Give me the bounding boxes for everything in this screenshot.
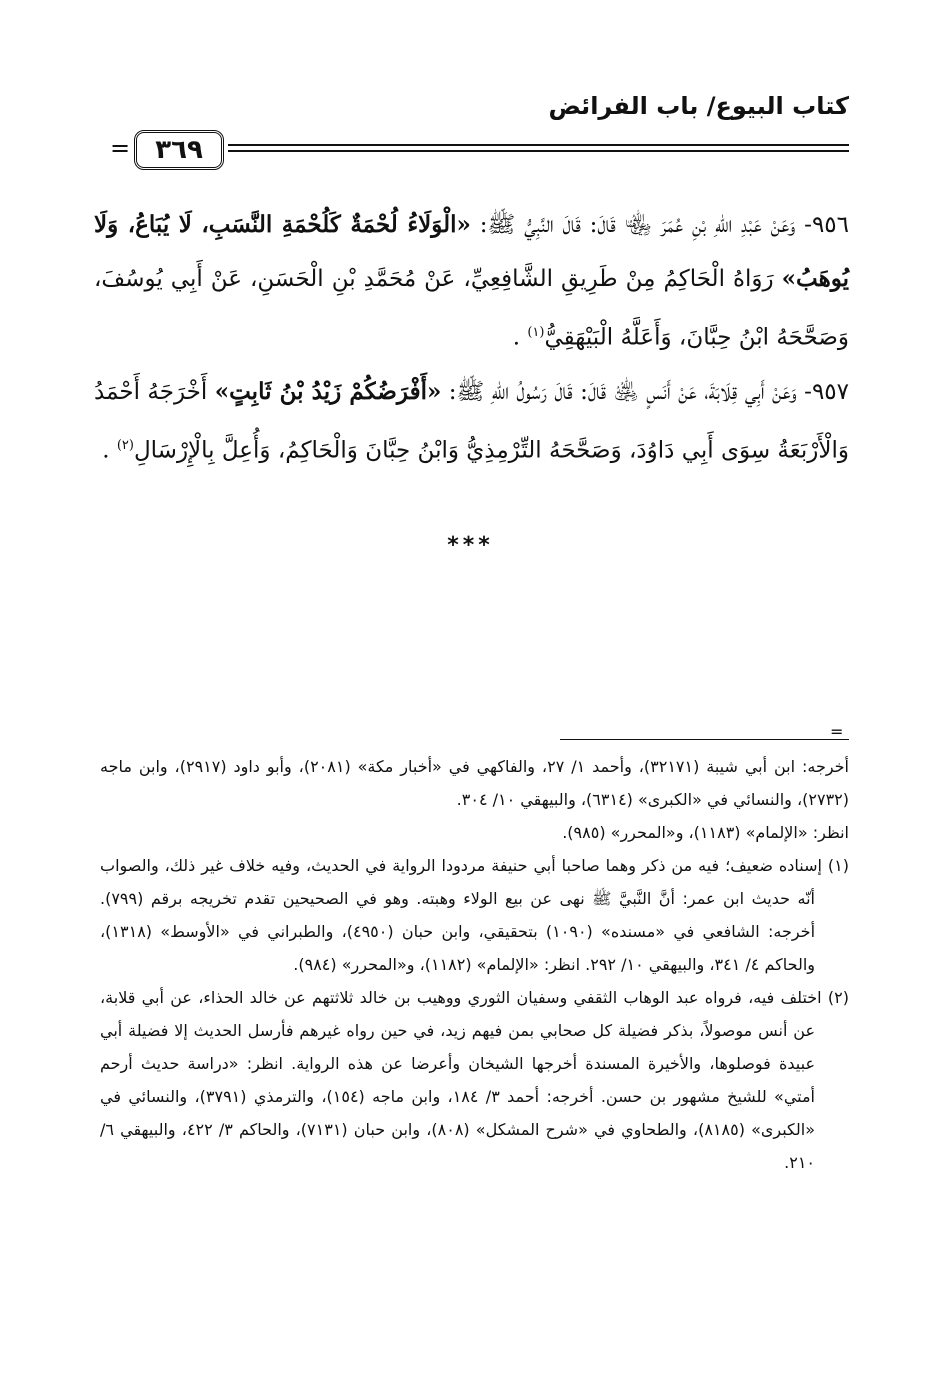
footnote-text: اختلف فيه، فرواه عبد الوهاب الثقفي وسفيان الثوري ووهيب بن خالد ثلاثتهم عن خالد الحذاء، عن أبي قلابة، عن أنس موصولاً، بذكر فضيلة كل صحابي بمن فيهم زيد، في حين رواه غيرهم فأرسل الحديث إلا فضيلة أبي عبيدة فوصلوها، والأخيرة المسندة أخرجها الشيخان وأعرضا عن هذه الرواية. انظر: «دراسة حديث أرحم أمتي» للشيخ مشهور بن حسن. أخرجه: أحمد ٣/ ١٨٤، وابن ماجه (١٥٤)، والترمذي (٣٧٩١)، والنسائي في «الكبرى» (٨١٨٥)، والطحاوي في «شرح المشكل» (٨٠٨)، وابن حبان (٧١٣١)، والحاكم ٣/ ٤٢٢، والبيهقي ٦/ ٢١٠. — [100, 988, 822, 1172]
section-separator: *** — [447, 533, 494, 558]
page-number: ٣٦٩ — [134, 130, 224, 170]
footnote-text: إسناده ضعيف؛ فيه من ذكر وهما صاحبا أبي حنيفة مردودا الرواية في الحديث، وفيه خلاف غير ذلك، والصواب أنّه حديث ابن عمر: أنَّ النَّبيَّ ﷺ نهى عن بيع الولاء وهبته. وهو في الصحيحين تقدم تخريجه برقم (٧٩٩). أخرجه: الشافعي في «مسنده» (١٠٩٠) بتحقيقي، وابن حبان (٤٩٥٠)، والطبراني في «الأوسط» (١٣١٨)، والحاكم ٤/ ٣٤١، والبيهقي ١٠/ ٢٩٢. انظر: «الإلمام» (١١٨٢)، و«المحرر» (٩٨٤). — [100, 856, 822, 974]
footnote-continuation-text: انظر: «الإلمام» (١١٨٣)، و«المحرر» (٩٨٥). — [562, 823, 849, 842]
rule-end-mark: = — [110, 134, 131, 162]
hadith-957 — [94, 365, 849, 478]
hadith-end: . — [102, 437, 117, 464]
hadith-intro: - وَعَنْ عَبْدِ اللهِ بْنِ عُمَرَ ﵄ قَالَ: قَالَ النَّبِيُّ ﷺ: — [470, 212, 812, 238]
footnote-continuation-mark: = — [830, 722, 844, 741]
rule-line-bottom — [228, 150, 849, 152]
footnotes — [100, 750, 849, 1179]
header-rule — [110, 130, 849, 168]
main-text — [94, 198, 849, 477]
footnote-rule — [560, 739, 849, 740]
hadith-quote: «أَفْرَضُكُمْ زَيْدُ بْنُ ثَابِتٍ» — [214, 377, 442, 405]
rule-line-top — [228, 144, 849, 146]
hadith-intro: - وَعَنْ أَبِي قِلَابَةَ، عَنْ أَنَسٍ ﵁ قَالَ: قَالَ رَسُولُ اللهِ ﷺ: — [441, 378, 812, 405]
hadith-takhrij: أَخْرَجَهُ أَحْمَدُ وَالْأَرْبَعَةُ سِوَى أَبِي دَاوُدَ، وَصَحَّحَهُ التِّرْمِذِيُّ وَابْنُ حِبَّانَ وَالْحَاكِمُ، وَأُعِلَّ بِالْإِرْسَالِ — [94, 378, 849, 464]
footnote-ref[interactable]: (٢) — [116, 437, 134, 453]
footnote-2 — [100, 981, 849, 1179]
hadith-956 — [94, 198, 849, 365]
running-header: كتاب البيوع/ باب الفرائض — [548, 92, 849, 120]
hadith-takhrij: رَوَاهُ الْحَاكِمُ مِنْ طَرِيقِ الشَّافِعِيِّ، عَنْ مُحَمَّدِ بْنِ الْحَسَنِ، عَنْ أَبِي يُوسُفَ، وَصَحَّحَهُ ابْنُ حِبَّانَ، وَأَعَلَّهُ الْبَيْهَقِيُّ — [94, 266, 849, 351]
footnote-marker: (١) — [827, 856, 849, 875]
hadith-number: ٩٥٦ — [811, 212, 849, 238]
footnote-continuation-text: أخرجه: ابن أبي شيبة (٣٢١٧١)، وأحمد ١/ ٢٧، والفاكهي في «أخبار مكة» (٢٠٨١)، وأبو داود (٢٩١٧)، وابن ماجه (٢٧٣٢)، والنسائي في «الكبرى» (٦٣١٤)، والبيهقي ١٠/ ٣٠٤. — [100, 757, 849, 809]
hadith-end: . — [512, 324, 528, 351]
hadith-quote: «الْوَلَاءُ لُحْمَةٌ كَلُحْمَةِ النَّسَبِ، لَا يُبَاعُ، وَلَا يُوهَبُ» — [94, 211, 849, 292]
hadith-number: ٩٥٧ — [811, 378, 850, 405]
footnote-marker: (٢) — [827, 988, 850, 1007]
footnote-1 — [100, 849, 849, 981]
footnote-ref[interactable]: (١) — [527, 325, 545, 340]
